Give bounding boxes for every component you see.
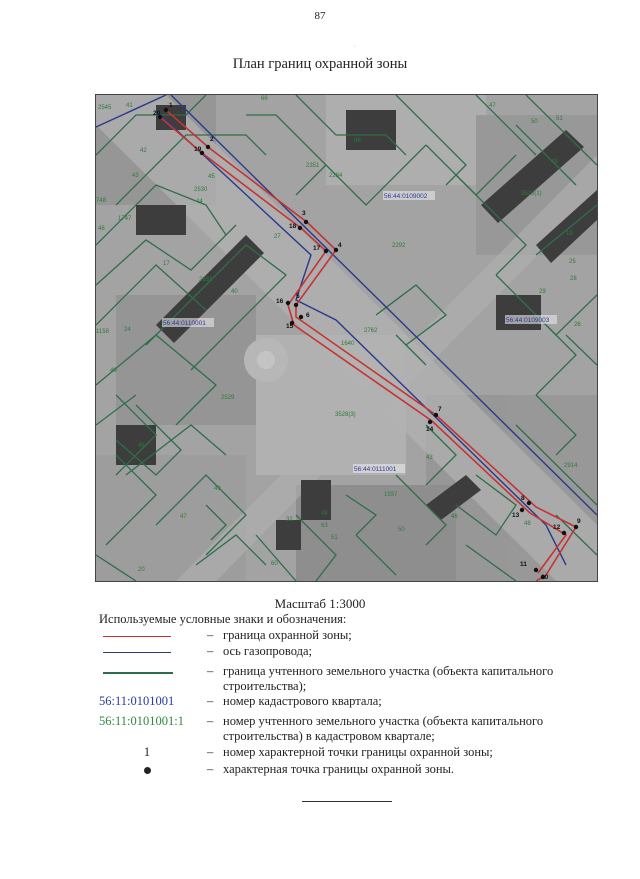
- parcel-label: 29: [539, 289, 546, 295]
- point-label-18: 18: [289, 223, 297, 230]
- parcel-label: 48: [138, 443, 145, 449]
- point-label-7: 7: [438, 406, 442, 413]
- legend-dash: –: [207, 745, 214, 759]
- parcel-label: 48: [321, 511, 328, 517]
- parcel-label: 19: [566, 231, 573, 237]
- legend-heading: Используемые условные знаки и обозначения:: [99, 612, 347, 626]
- legend-dash: –: [207, 762, 214, 776]
- parcel-label: 49: [551, 159, 558, 165]
- parcel-label: 40: [231, 289, 238, 295]
- parcel-label: 66: [261, 96, 268, 102]
- parcel-label: 2529: [221, 395, 235, 401]
- parcel-label: 1640: [341, 341, 355, 347]
- legend-symbol-quarter-number: 56:11:0101001: [99, 694, 175, 708]
- point-label-4: 4: [338, 242, 342, 249]
- legend-text: характерная точка границы охранной зоны.: [223, 762, 455, 776]
- point-label-5: 5: [296, 293, 300, 300]
- parcel-label: 27: [274, 234, 281, 240]
- point-label-13: 13: [512, 512, 520, 519]
- parcel-label: 43: [132, 173, 139, 179]
- parcel-label: 49: [214, 486, 221, 492]
- point-label-3: 3: [302, 210, 306, 217]
- page-number: 87: [314, 10, 326, 22]
- legend-text: ось газопровода;: [223, 644, 313, 658]
- legend-dash: –: [207, 694, 214, 708]
- map-scale: Масштаб 1:3000: [274, 596, 366, 611]
- parcel-label: 1747: [118, 216, 132, 222]
- legend-text: номер учтенного земельного участка (объекта капитального строительства) в кадастровом квартале;: [223, 714, 544, 743]
- parcel-label: 41: [126, 103, 133, 109]
- parcel-label: 63: [321, 523, 328, 529]
- parcel-label: 44: [196, 199, 203, 205]
- bottom-rule: [302, 801, 392, 802]
- parcel-label: 51: [556, 116, 563, 122]
- parcel-label: 20: [138, 567, 145, 573]
- legend-text: граница охранной зоны;: [223, 628, 352, 642]
- legend-dash: –: [207, 644, 214, 658]
- legend-text: номер кадастрового квартала;: [223, 694, 382, 708]
- legend-text: номер характерной точки границы охранной зоны;: [223, 745, 493, 759]
- parcel-label: 48: [524, 521, 531, 527]
- parcel-label: 2351: [306, 163, 320, 169]
- parcel-label: 748: [96, 198, 107, 204]
- point-label-9: 9: [577, 518, 581, 525]
- point-label-12: 12: [553, 524, 561, 531]
- point-label-8: 8: [521, 495, 525, 502]
- point-label-17: 17: [313, 245, 321, 252]
- parcel-label: 24: [124, 327, 131, 333]
- parcel-label: 47: [180, 514, 187, 520]
- parcel-label: 50: [531, 119, 538, 125]
- legend-symbol-green-line: [99, 664, 199, 674]
- parcel-label: 25: [569, 259, 576, 265]
- legend-symbol-black-dot: [99, 762, 199, 774]
- point-label-1: 1: [169, 102, 173, 109]
- point-label-15: 15: [286, 323, 294, 330]
- parcel-label: 2545: [98, 105, 112, 111]
- legend-symbol-red-line: [99, 628, 199, 637]
- cadastral-map[interactable]: [95, 94, 598, 582]
- legend-dash: –: [207, 628, 214, 642]
- point-label-6: 6: [306, 312, 310, 319]
- plan-title: План границ охранной зоны: [232, 56, 408, 72]
- parcel-label: 43: [426, 455, 433, 461]
- point-label-14: 14: [426, 426, 434, 433]
- point-label-20: 20: [153, 110, 161, 117]
- point-label-19: 19: [194, 146, 202, 153]
- point-label-10: 10: [541, 574, 549, 581]
- parcel-label: 3528(1): [521, 191, 542, 197]
- quarter-label: 56:44:0111001: [354, 466, 397, 473]
- parcel-label: 50: [398, 527, 405, 533]
- parcel-label: 3528(3): [335, 412, 356, 418]
- legend-dash: –: [207, 714, 214, 728]
- parcel-label: 45: [208, 174, 215, 180]
- parcel-label: 1937: [384, 492, 398, 498]
- parcel-label: 2292: [392, 243, 406, 249]
- parcel-label: 2284: [329, 173, 343, 179]
- parcel-label: 60: [271, 561, 278, 567]
- legend-symbol-point-number: 1: [143, 745, 151, 759]
- parcel-label: 2914: [564, 463, 578, 469]
- parcel-label: 47: [489, 103, 496, 109]
- quarter-label: 56:44:0109003: [506, 317, 550, 324]
- legend-symbol-parcel-number: 56:11:0101001:1: [99, 714, 184, 728]
- parcel-label: 2631: [199, 277, 213, 283]
- point-label-2: 2: [210, 136, 214, 143]
- parcel-label: 1158: [96, 329, 109, 335]
- parcel-label: 2530: [194, 187, 208, 193]
- parcel-label: 28: [570, 276, 577, 282]
- parcel-label: 46: [451, 514, 458, 520]
- legend-dash: –: [207, 664, 214, 678]
- point-label-11: 11: [520, 561, 527, 568]
- point-label-16: 16: [276, 298, 284, 305]
- parcel-label: 49: [110, 368, 117, 374]
- parcel-label: 17: [163, 261, 170, 267]
- legend-symbol-blue-line: [99, 644, 199, 653]
- quarter-label: 56:44:0109002: [384, 193, 428, 200]
- parcel-label: 26: [574, 322, 581, 328]
- parcel-label: 48: [98, 226, 105, 232]
- parcel-label: 86: [354, 138, 361, 144]
- parcel-label: 32: [286, 517, 293, 523]
- scan-dot: ·: [354, 44, 356, 50]
- legend-text: граница учтенного земельного участка (объекта капитального строительства);: [223, 664, 554, 693]
- parcel-label: 51: [331, 535, 338, 541]
- parcel-label: 42: [140, 148, 147, 154]
- quarter-label: 56:44:0110001: [163, 320, 206, 327]
- parcel-label: 2762: [364, 328, 378, 334]
